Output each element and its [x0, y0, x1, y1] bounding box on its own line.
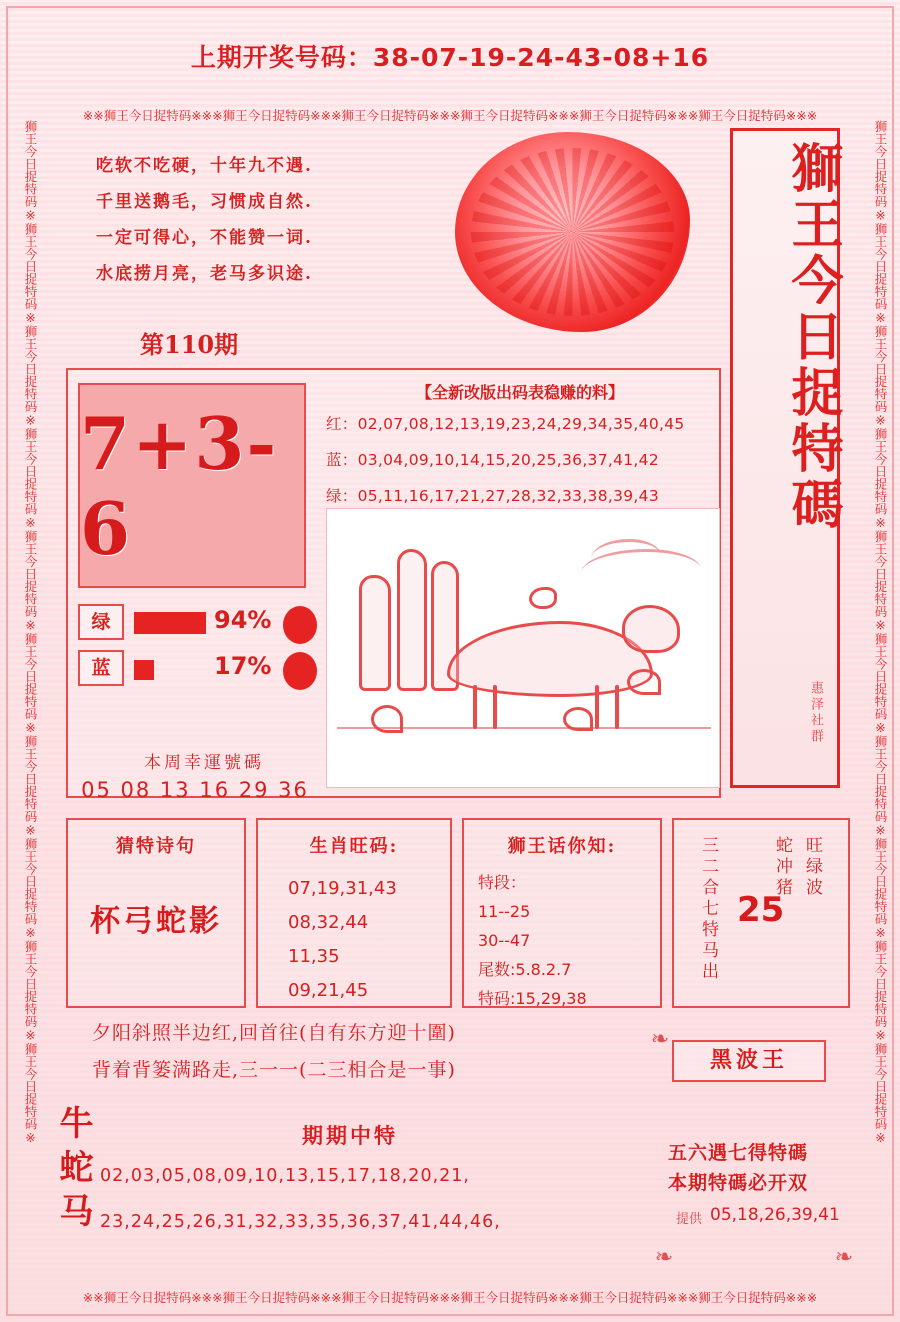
vertical-title-box: [730, 128, 843, 788]
bottom-center-title: 期期中特: [302, 1123, 398, 1148]
big-number: 7+3-6: [80, 400, 279, 571]
zodiac-item: 08,32,44: [288, 912, 369, 933]
dog-leg-3: [595, 685, 599, 729]
zodiac-box: [256, 818, 452, 1008]
dog-head: [622, 605, 680, 653]
ratio-chart: [78, 600, 306, 700]
poem-line-4: 水底捞月亮，老马多识途.: [96, 264, 313, 284]
bottom-line-2: 背着背篓满路走,三一一(二三相合是一事): [92, 1059, 456, 1081]
big-number-box: [78, 383, 306, 588]
rock-1: [359, 575, 391, 691]
lion-tells-box: [462, 818, 662, 1008]
ratio-bar-green: [134, 612, 206, 634]
lion-tells-item: 尾数:5.8.2.7: [478, 960, 572, 979]
ratio-label-blue: 蓝: [78, 650, 124, 686]
code-line-blue: 蓝：03,04,09,10,14,15,20,25,36,37,41,42: [326, 451, 659, 469]
guess-poem-text: 杯弓蛇影: [90, 904, 222, 939]
title-subtitle: 惠泽社群: [809, 681, 824, 745]
code-line-green: 绿：05,11,16,17,21,27,28,32,33,38,39,43: [326, 487, 659, 505]
seal-stamp: 黑波王: [672, 1040, 826, 1082]
right-summary-number: 25: [737, 890, 785, 930]
ratio-percent-blue: 17%: [214, 652, 272, 680]
marquee-top: ※※狮王今日捉特码※※※狮王今日捉特码※※※狮王今日捉特码※※※狮王今日捉特码※※※狮王今日捉特码※※※狮王今日捉特码※※※: [82, 108, 818, 123]
illustration-box: [326, 508, 720, 788]
ornament-left-icon: ❧: [650, 1026, 670, 1051]
dog-scene: [327, 509, 719, 787]
zodiac-title: 生肖旺码:: [309, 836, 399, 857]
ratio-label-green: 绿: [78, 604, 124, 640]
right-summary-col-3: 旺绿波: [802, 836, 822, 899]
marquee-side-right: 狮王今日捉特码※狮王今日捉特码※狮王今日捉特码※狮王今日捉特码※狮王今日捉特码※狮王今日捉特码※狮王今日捉特码※狮王今日捉特码※狮王今日捉特码※狮王今日捉特码※: [873, 120, 888, 1145]
lion-head-illustration: [455, 132, 690, 332]
ratio-percent-green: 94%: [214, 606, 272, 634]
bottom-numbers-row-2: 23,24,25,26,31,32,33,35,36,37,41,44,46,: [100, 1212, 501, 1232]
plant-3: [563, 707, 593, 731]
guess-poem-box: [66, 818, 246, 1008]
marquee-side-left: 狮王今日捉特码※狮王今日捉特码※狮王今日捉特码※狮王今日捉特码※狮王今日捉特码※狮王今日捉特码※狮王今日捉特码※狮王今日捉特码※狮王今日捉特码※狮王今日捉特码※: [23, 120, 38, 1145]
ornament-bottom-right-icon: ❧: [834, 1244, 854, 1269]
guess-poem-title: 猜特诗句: [116, 836, 196, 857]
ratio-row-blue: [78, 646, 306, 692]
rock-2: [397, 549, 427, 691]
lion-tells-item: 特段：: [478, 873, 527, 892]
zodiac-item: 09,21,45: [288, 980, 369, 1001]
plant-2: [627, 669, 661, 695]
lion-tells-item: 特码:15,29,38: [478, 989, 587, 1008]
lion-tells-item: 30--47: [478, 931, 531, 950]
right-summary-col-2: 蛇冲猪: [772, 836, 792, 899]
last-draw-line: 上期开奖号码：38-07-19-24-43-08+16: [190, 43, 710, 72]
dog-leg-4: [615, 685, 619, 729]
poem-line-2: 千里送鹅毛，习惯成自然.: [96, 192, 313, 212]
hill-small-icon: [591, 539, 661, 576]
bottom-right-numbers: 05,18,26,39,41: [710, 1205, 840, 1225]
lucky-numbers: 05 08 13 16 29 36: [81, 778, 309, 802]
right-summary-col-1: 三二合七特马出: [698, 836, 718, 983]
lion-tells-title: 狮王话你知:: [507, 836, 617, 857]
zodiac-item: 07,19,31,43: [288, 878, 397, 899]
bottom-line-1: 夕阳斜照半边红,回首往(自有东方迎十圍): [92, 1022, 456, 1044]
zodiac-list: [258, 872, 450, 1008]
lucky-numbers-title: 本周幸運號碼: [144, 753, 264, 773]
ratio-dot-green: [283, 606, 317, 644]
code-table-title: 【全新改版出码表稳赚的料】: [415, 383, 624, 402]
marquee-bottom: ※※狮王今日捉特码※※※狮王今日捉特码※※※狮王今日捉特码※※※狮王今日捉特码※※※狮王今日捉特码※※※狮王今日捉特码※※※: [82, 1290, 818, 1305]
lion-tells-item: 11--25: [478, 902, 531, 921]
poem-line-3: 一定可得心，不能赞一词.: [96, 228, 313, 248]
ornament-bottom-left-icon: ❧: [654, 1244, 674, 1269]
bottom-beasts: 牛蛇马: [53, 1105, 93, 1237]
page-title: 獅王今日捉特碼: [782, 141, 843, 533]
code-line-red: 红：02,07,08,12,13,19,23,24,29,34,35,40,45: [326, 415, 685, 433]
plant-1: [371, 705, 403, 733]
period-label: 第110期: [140, 330, 239, 359]
bottom-right-line-1: 五六遇七得特碼: [668, 1142, 809, 1164]
bird-icon: [529, 587, 557, 609]
bottom-numbers-row-1: 02,03,05,08,09,10,13,15,17,18,20,21,: [100, 1166, 470, 1186]
bottom-right-line-2: 本期特碼必开双: [668, 1172, 809, 1194]
ratio-dot-blue: [283, 652, 317, 690]
dog-leg-1: [473, 685, 477, 729]
dog-leg-2: [493, 685, 497, 729]
poem-line-1: 吃软不吃硬，十年九不遇.: [96, 156, 313, 176]
provide-label: 提供: [676, 1212, 703, 1227]
zodiac-item: 11,35: [288, 946, 340, 967]
ratio-row-green: [78, 600, 306, 646]
lion-tells-list: [464, 868, 660, 1013]
ratio-bar-blue: [134, 660, 154, 680]
poem-block: [90, 148, 440, 292]
